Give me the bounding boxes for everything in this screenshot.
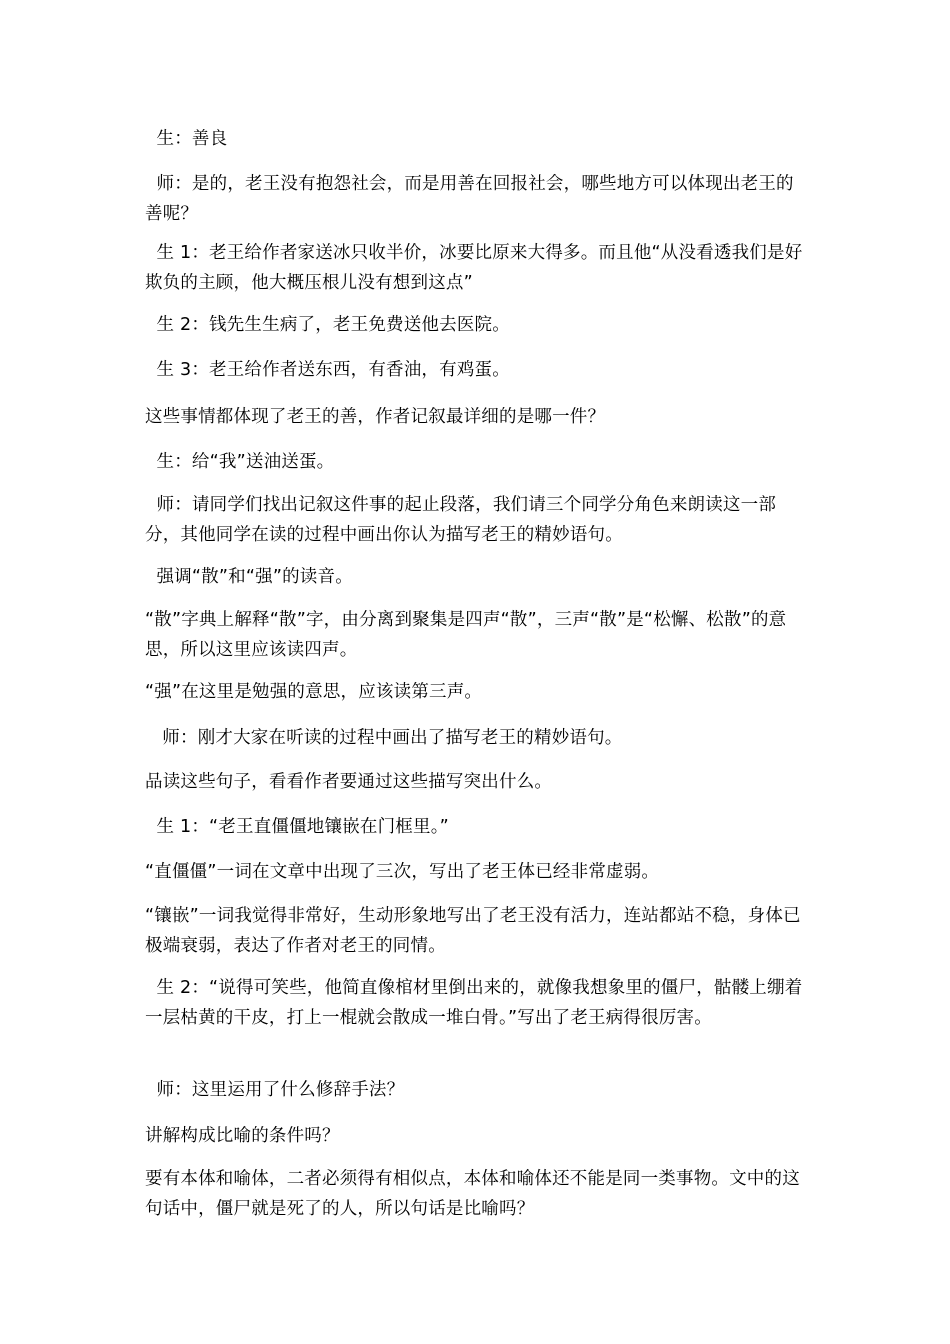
paragraph-10: “散”字典上解释“散”字，由分离到聚集是四声“散”，三声“散”是“松懈、松散”的意思，所以这里应该读四声。	[145, 610, 787, 660]
paragraph-20: 要有本体和喻体，二者必须得有相似点，本体和喻体还不能是同一类事物。文中的这句话中，僵尸就是死了的人，所以句话是比喻吗？	[145, 1169, 800, 1219]
paragraph-8: 师：请同学们找出记叙这件事的起止段落，我们请三个同学分角色来朗读这一部分，其他同学在读的过程中画出你认为描写老王的精妙语句。	[145, 495, 777, 545]
paragraph-11: “强”在这里是勉强的意思，应该读第三声。	[145, 682, 483, 702]
paragraph-1: 生：善良	[145, 129, 228, 149]
paragraph-14: 生 1：“老王直僵僵地镶嵌在门框里。”	[145, 817, 449, 837]
paragraph-16: “镶嵌”一词我觉得非常好，生动形象地写出了老王没有活力，连站都站不稳，身体已极端衰弱，表达了作者对老王的同情。	[145, 906, 801, 956]
paragraph-15: “直僵僵”一词在文章中出现了三次，写出了老王体已经非常虚弱。	[145, 862, 660, 882]
paragraph-4: 生 2：钱先生生病了，老王免费送他去医院。	[145, 315, 510, 335]
paragraph-7: 生：给“我”送油送蛋。	[145, 452, 335, 472]
paragraph-13: 品读这些句子，看看作者要通过这些描写突出什么。	[145, 772, 553, 792]
paragraph-5: 生 3：老王给作者送东西，有香油，有鸡蛋。	[145, 360, 510, 380]
paragraph-9: 强调“散”和“强”的读音。	[145, 567, 353, 587]
paragraph-18: 师：这里运用了什么修辞手法？	[145, 1080, 405, 1100]
paragraph-17: 生 2：“说得可笑些，他简直像棺材里倒出来的，就像我想象里的僵尸，骷髅上绷着一层枯黄的干皮，打上一棍就会散成一堆白骨。”写出了老王病得很厉害。	[145, 978, 803, 1028]
paragraph-3: 生 1：老王给作者家送冰只收半价，冰要比原来大得多。而且他“从没看透我们是好欺负的主顾，他大概压根儿没有想到这点”	[145, 243, 803, 293]
paragraph-6: 这些事情都体现了老王的善，作者记叙最详细的是哪一件？	[145, 407, 606, 427]
paragraph-2: 师：是的，老王没有抱怨社会，而是用善在回报社会，哪些地方可以体现出老王的善呢？	[145, 174, 794, 224]
paragraph-12: 师：刚才大家在听读的过程中画出了描写老王的精妙语句。	[145, 728, 623, 748]
paragraph-19: 讲解构成比喻的条件吗？	[145, 1126, 340, 1146]
